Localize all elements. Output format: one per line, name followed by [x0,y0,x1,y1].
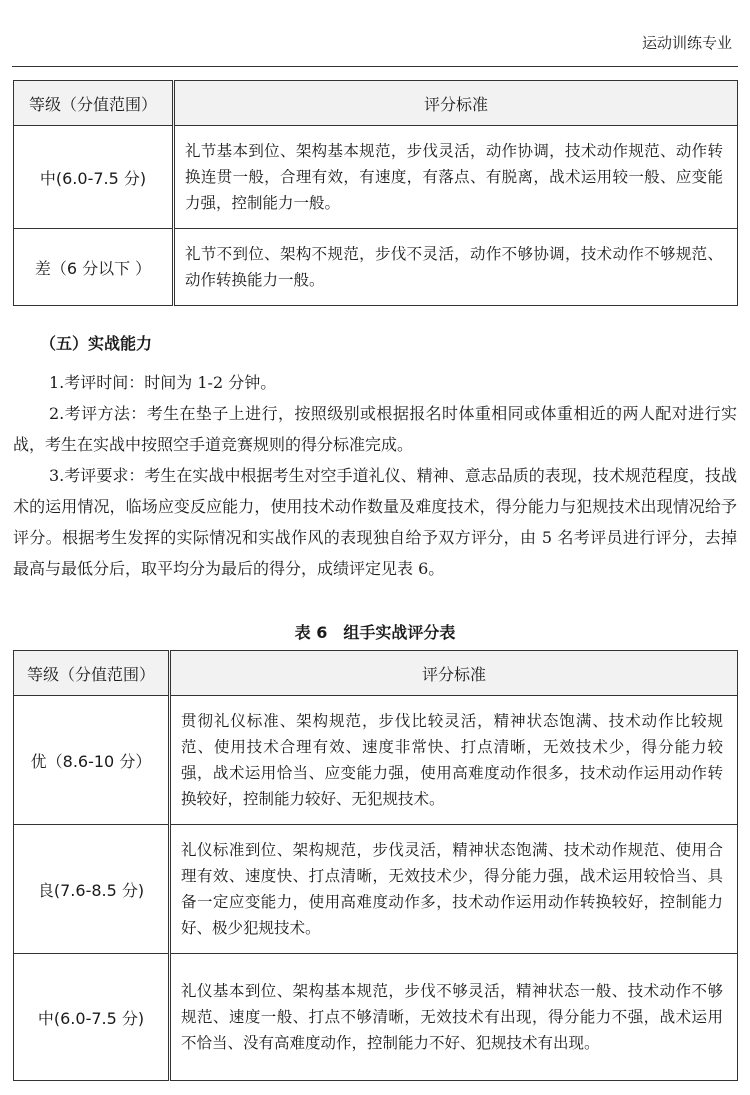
column-header-criteria: 评分标准 [170,651,738,696]
table-row [14,825,738,954]
table-header-row [14,651,738,696]
paragraph-exam-method: 2.考评方法：考生在垫子上进行，按照级别或根据报名时体重相同或体重相近的两人配对进行实战，考生在实战中按照空手道竞赛规则的得分标准完成。 [13,404,737,454]
header-divider [12,66,738,67]
grade-criteria-cell: 贯彻礼仪标准、架构规范，步伐比较灵活，精神状态饱满、技术动作比较规范、使用技术合理有效、速度非常快、打点清晰，无效技术少，得分能力较强，战术运用恰当、应变能力强，使用高难度动作很多，技术动作运用动作转换较好，控制能力较好、无犯规技术。 [170,696,738,825]
paragraph-exam-time: 1.考评时间：时间为 1-2 分钟。 [49,373,277,392]
grading-table-top [13,80,738,306]
table-row [14,954,738,1081]
grade-criteria-cell: 礼仪基本到位、架构基本规范，步伐不够灵活，精神状态一般、技术动作不够规范、速度一般、打点不够清晰，无效技术有出现，得分能力不强，战术运用不恰当、没有高难度动作，控制能力不好、犯规技术有出现。 [170,954,738,1081]
grade-level-cell: 中(6.0-7.5 分) [14,126,174,229]
paragraph-exam-requirements: 3.考评要求：考生在实战中根据考生对空手道礼仪、精神、意志品质的表现，技术规范程度，技战术的运用情况，临场应变反应能力，使用技术动作数量及难度技术，得分能力与犯规技术出现情况给予评分。根据考生发挥的实际情况和实战作风的表现独自给予双方评分，由 5 名考评员进行评分，去掉最高与最低分后，取平均分为最后的得分，成绩评定见表 6。 [13,466,737,578]
grade-level-cell: 优（8.6-10 分） [14,696,170,825]
grading-table-bottom [13,650,738,1081]
table-caption: 表 6 组手实战评分表 [294,623,456,642]
grade-level-cell: 中(6.0-7.5 分) [14,954,170,1081]
column-header-level: 等级（分值范围） [14,651,170,696]
table-row [14,126,738,229]
column-header-level: 等级（分值范围） [14,81,174,126]
table-header-row [14,81,738,126]
page-header-title: 运动训练专业 [641,34,732,52]
table-row [14,696,738,825]
grade-criteria-cell: 礼仪标准到位、架构规范，步伐灵活，精神状态饱满、技术动作规范、使用合理有效、速度快、打点清晰，无效技术少，得分能力强，战术运用较恰当、具备一定应变能力，使用高难度动作多，技术动作运用动作转换较好，控制能力好、极少犯规技术。 [170,825,738,954]
grade-criteria-cell: 礼节基本到位、架构基本规范，步伐灵活，动作协调，技术动作规范、动作转换连贯一般，合理有效，有速度，有落点、有脱离，战术运用较一般、应变能力强，控制能力一般。 [174,126,738,229]
table-row [14,229,738,306]
grade-criteria-cell: 礼节不到位、架构不规范，步伐不灵活，动作不够协调，技术动作不够规范、动作转换能力一般。 [174,229,738,306]
grade-level-cell: 良(7.6-8.5 分) [14,825,170,954]
section-title: （五）实战能力 [40,334,153,353]
grade-level-cell: 差（6 分以下 ） [14,229,174,306]
column-header-criteria: 评分标准 [174,81,738,126]
